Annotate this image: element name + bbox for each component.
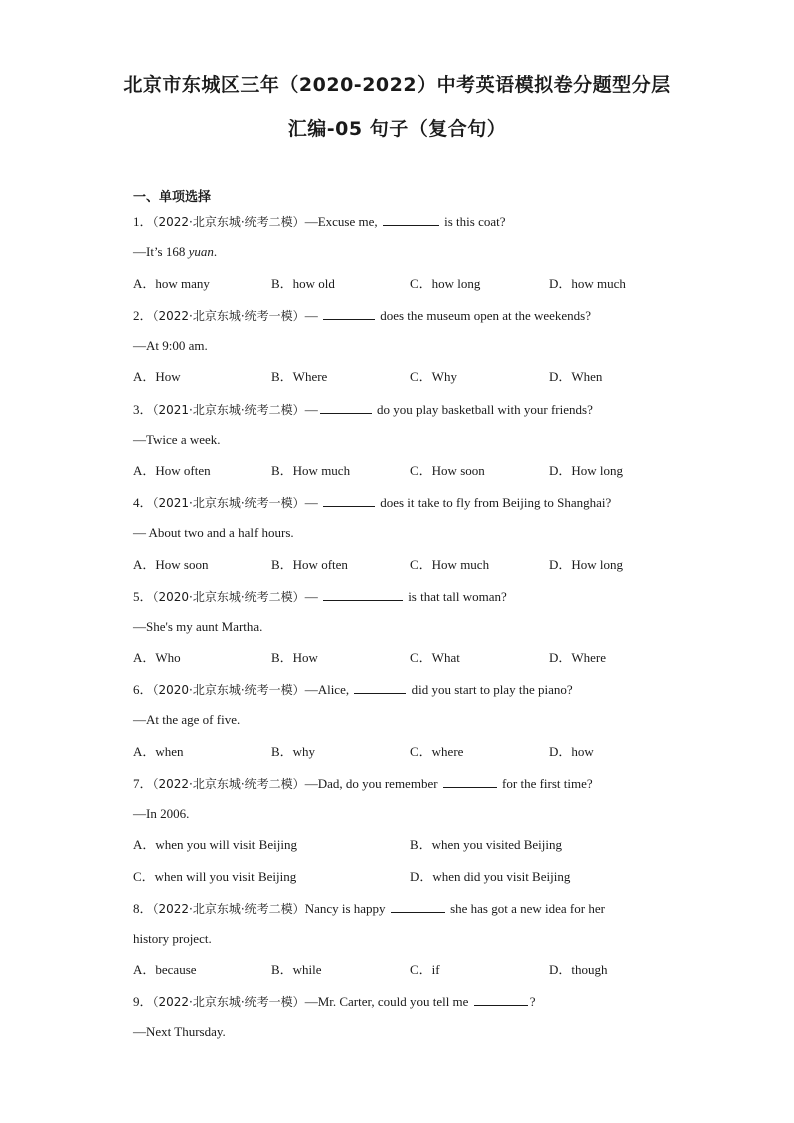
question-2-stem bbox=[133, 307, 591, 324]
stem-text: — bbox=[304, 402, 318, 417]
question-7-answer-line: —In 2006. bbox=[133, 806, 190, 821]
option-a: A．how many bbox=[133, 276, 210, 291]
option-b: B．why bbox=[271, 744, 316, 759]
question-number: 2． bbox=[133, 308, 153, 323]
stem-text: does the museum open at the weekends? bbox=[380, 308, 592, 323]
answer-text-italic: yuan bbox=[188, 244, 214, 259]
question-5-stem bbox=[133, 588, 507, 605]
option-c: C．Why bbox=[410, 369, 457, 384]
option-a: A．when you will visit Beijing bbox=[133, 837, 297, 852]
question-1-stem bbox=[133, 213, 506, 230]
stem-text: Nancy is happy bbox=[304, 901, 386, 916]
option-b: B．Where bbox=[271, 369, 328, 384]
option-d: D．how much bbox=[549, 276, 626, 291]
option-a: A．How bbox=[133, 369, 181, 384]
stem-text: ? bbox=[529, 994, 536, 1009]
question-1-answer-line bbox=[133, 244, 217, 260]
question-6-answer-line: —At the age of five. bbox=[133, 712, 241, 727]
question-source: （2022·北京东城·统考一模） bbox=[152, 309, 305, 323]
option-c: C．How soon bbox=[410, 463, 485, 478]
document-title-line-1: 北京市东城区三年（2020-2022）中考英语模拟卷分题型分层 bbox=[123, 74, 671, 96]
question-number: 3． bbox=[133, 402, 153, 417]
option-a: A．How often bbox=[133, 463, 211, 478]
question-source: （2022·北京东城·统考二模） bbox=[152, 215, 305, 229]
question-6-stem bbox=[133, 681, 573, 698]
option-b: B．How often bbox=[271, 557, 348, 572]
option-c: C．when will you visit Beijing bbox=[133, 869, 297, 884]
stem-text: do you play basketball with your friends? bbox=[376, 402, 593, 417]
question-number: 9． bbox=[133, 994, 153, 1009]
option-c: C．how long bbox=[410, 276, 481, 291]
answer-text: . bbox=[213, 244, 218, 259]
stem-text: did you start to play the piano? bbox=[411, 682, 573, 697]
question-5-answer-line: —She's my aunt Martha. bbox=[133, 619, 263, 634]
stem-text: — bbox=[304, 308, 318, 323]
option-a: A．Who bbox=[133, 650, 181, 665]
stem-text: for the first time? bbox=[502, 776, 593, 791]
option-d: D．how bbox=[549, 744, 594, 759]
answer-blank bbox=[354, 681, 406, 694]
question-number: 6． bbox=[133, 682, 153, 697]
question-8-stem bbox=[133, 900, 605, 917]
question-number: 7． bbox=[133, 776, 153, 791]
answer-blank bbox=[323, 588, 403, 601]
question-number: 8． bbox=[133, 901, 153, 916]
option-a: A．when bbox=[133, 744, 184, 759]
answer-text: —It’s 168 bbox=[133, 244, 189, 259]
question-8-stem-continued: history project. bbox=[133, 931, 212, 946]
question-number: 5． bbox=[133, 589, 153, 604]
question-2-answer-line: —At 9:00 am. bbox=[133, 338, 208, 353]
option-b: B．how old bbox=[271, 276, 335, 291]
option-a: A．How soon bbox=[133, 557, 209, 572]
option-d: D．Where bbox=[549, 650, 607, 665]
stem-text: is that tall woman? bbox=[408, 589, 507, 604]
question-source: （2020·北京东城·统考一模） bbox=[152, 683, 305, 697]
option-d: D．How long bbox=[549, 557, 624, 572]
option-d: D．when did you visit Beijing bbox=[410, 869, 571, 884]
question-9-stem bbox=[133, 993, 535, 1010]
question-source: （2022·北京东城·统考二模） bbox=[152, 902, 305, 916]
option-a: A．because bbox=[133, 962, 197, 977]
answer-blank bbox=[320, 401, 372, 414]
option-c: C．How much bbox=[410, 557, 490, 572]
stem-text: —Alice, bbox=[304, 682, 350, 697]
question-7-stem bbox=[133, 775, 593, 792]
answer-blank bbox=[383, 213, 439, 226]
stem-text: —Excuse me, bbox=[304, 214, 378, 229]
answer-blank bbox=[443, 775, 497, 788]
stem-text: is this coat? bbox=[444, 214, 506, 229]
stem-text: she has got a new idea for her bbox=[450, 901, 605, 916]
question-3-stem bbox=[133, 401, 593, 418]
stem-text: does it take to fly from Beijing to Shanghai? bbox=[380, 495, 612, 510]
question-number: 1． bbox=[133, 214, 153, 229]
document-title-line-2: 汇编-05 句子（复合句） bbox=[287, 118, 507, 140]
answer-blank bbox=[323, 307, 375, 320]
stem-text: —Mr. Carter, could you tell me bbox=[304, 994, 469, 1009]
answer-blank bbox=[474, 993, 528, 1006]
answer-blank bbox=[323, 494, 375, 507]
question-number: 4． bbox=[133, 495, 153, 510]
stem-text: — bbox=[304, 495, 318, 510]
option-d: D．When bbox=[549, 369, 603, 384]
option-c: C．where bbox=[410, 744, 464, 759]
question-source: （2020·北京东城·统考二模） bbox=[152, 590, 305, 604]
question-9-answer-line: —Next Thursday. bbox=[133, 1024, 226, 1039]
option-b: B．How bbox=[271, 650, 318, 665]
stem-text: —Dad, do you remember bbox=[304, 776, 438, 791]
section-heading: 一、单项选择 bbox=[133, 190, 212, 205]
option-b: B．while bbox=[271, 962, 322, 977]
option-c: C．What bbox=[410, 650, 460, 665]
question-3-answer-line: —Twice a week. bbox=[133, 432, 221, 447]
option-d: D．How long bbox=[549, 463, 624, 478]
option-b: B．How much bbox=[271, 463, 351, 478]
answer-blank bbox=[391, 900, 445, 913]
stem-text: — bbox=[304, 589, 318, 604]
question-source: （2021·北京东城·统考二模） bbox=[152, 403, 305, 417]
option-d: D．though bbox=[549, 962, 608, 977]
option-c: C．if bbox=[410, 962, 440, 977]
option-b: B．when you visited Beijing bbox=[410, 837, 563, 852]
question-4-stem bbox=[133, 494, 611, 511]
question-source: （2021·北京东城·统考一模） bbox=[152, 496, 305, 510]
question-source: （2022·北京东城·统考一模） bbox=[152, 995, 305, 1009]
question-source: （2022·北京东城·统考二模） bbox=[152, 777, 305, 791]
question-4-answer-line: — About two and a half hours. bbox=[133, 525, 294, 540]
